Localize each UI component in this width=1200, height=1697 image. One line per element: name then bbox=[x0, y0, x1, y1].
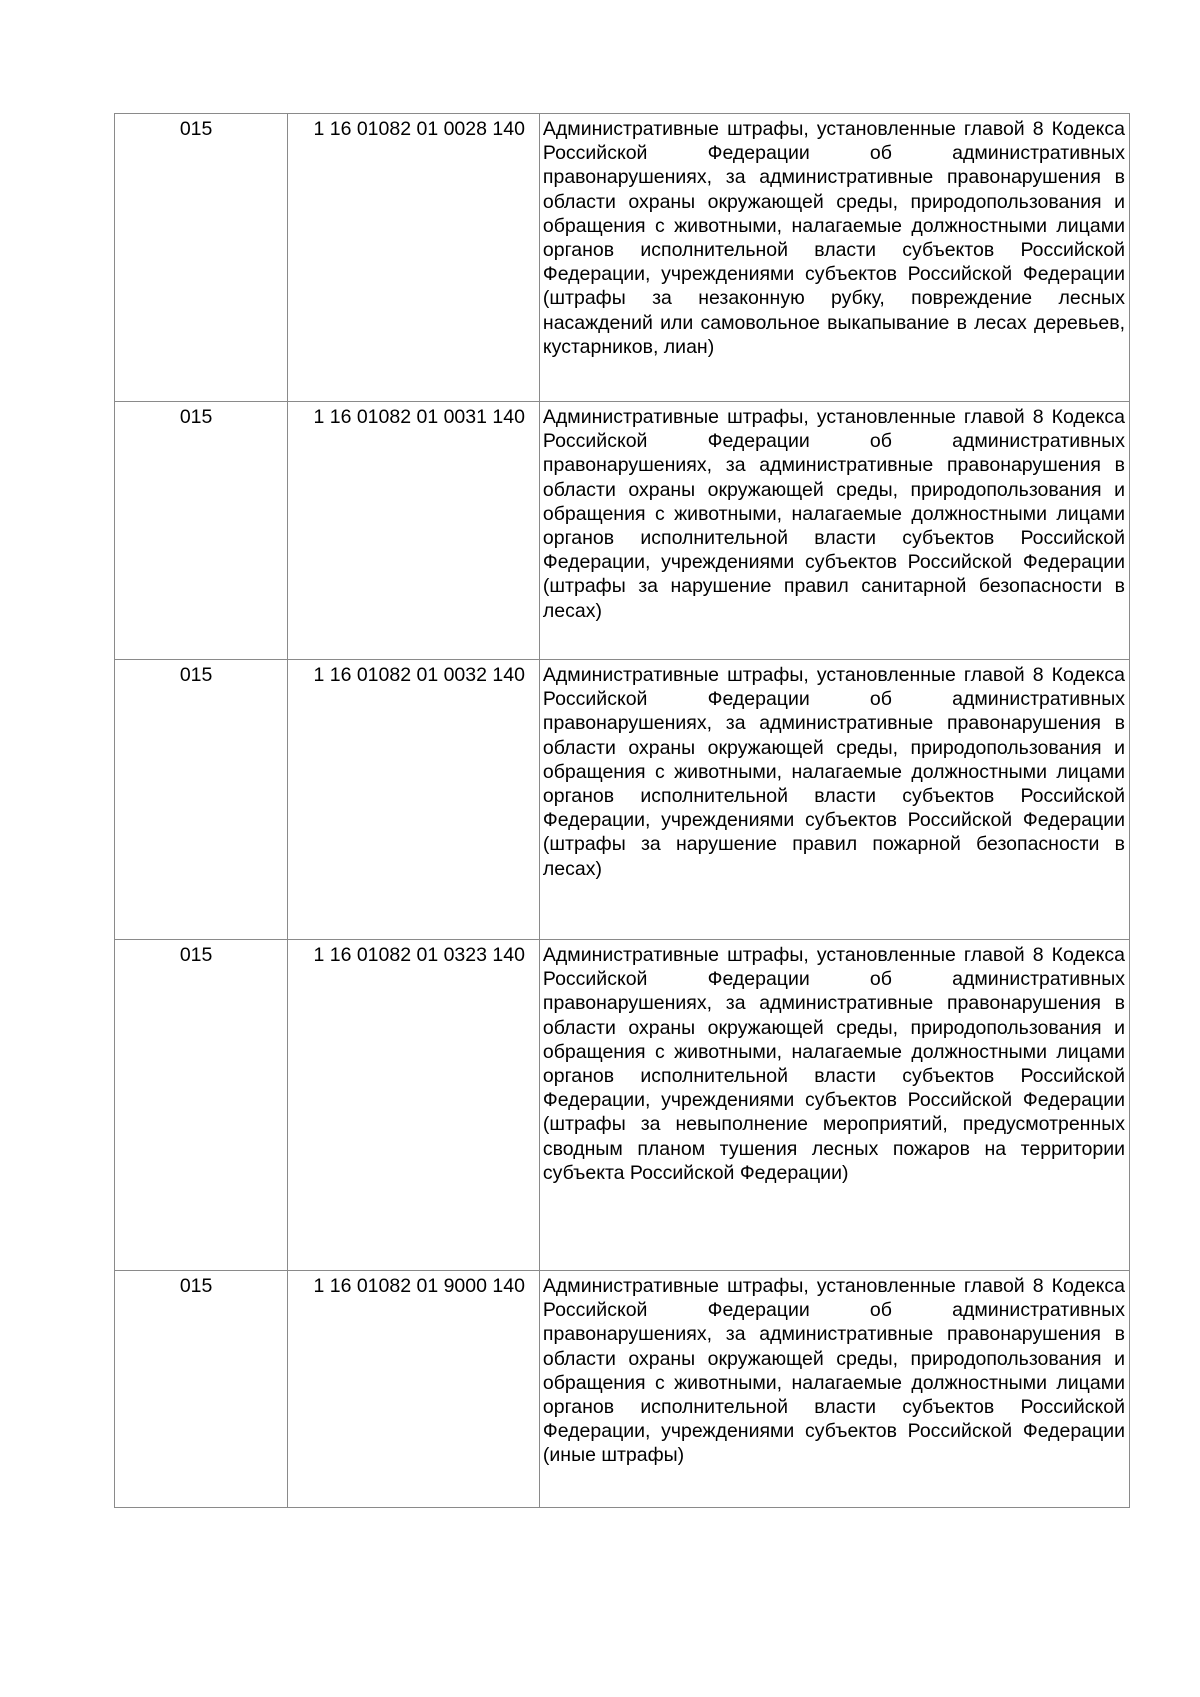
budget-classification-code-cell: 1 16 01082 01 0032 140 bbox=[288, 660, 540, 940]
administrator-code-cell: 015 bbox=[115, 940, 288, 1271]
revenue-description-cell: Административные штрафы, установленные главой 8 Кодекса Российской Федерации об административных правонарушениях, за административные правонарушения в области охраны окружающей среды, природопользования и обращения с животными, налагаемые должностными лицами органов исполнительной власти субъектов Российской Федерации, учреждениями субъектов Российской Федерации (иные штрафы) bbox=[539, 1271, 1129, 1508]
administrator-code-cell: 015 bbox=[115, 114, 288, 402]
table-row bbox=[115, 940, 1130, 1271]
table-row bbox=[115, 660, 1130, 940]
revenue-description-cell: Административные штрафы, установленные главой 8 Кодекса Российской Федерации об административных правонарушениях, за административные правонарушения в области охраны окружающей среды, природопользования и обращения с животными, налагаемые должностными лицами органов исполнительной власти субъектов Российской Федерации, учреждениями субъектов Российской Федерации (штрафы за нарушение правил санитарной безопасности в лесах) bbox=[539, 402, 1129, 660]
revenue-description-cell: Административные штрафы, установленные главой 8 Кодекса Российской Федерации об административных правонарушениях, за административные правонарушения в области охраны окружающей среды, природопользования и обращения с животными, налагаемые должностными лицами органов исполнительной власти субъектов Российской Федерации, учреждениями субъектов Российской Федерации (штрафы за незаконную рубку, повреждение лесных насаждений или самовольное выкапывание в лесах деревьев, кустарников, лиан) bbox=[539, 114, 1129, 402]
table-row bbox=[115, 1271, 1130, 1508]
budget-classification-code-cell: 1 16 01082 01 9000 140 bbox=[288, 1271, 540, 1508]
revenue-description-cell: Административные штрафы, установленные главой 8 Кодекса Российской Федерации об административных правонарушениях, за административные правонарушения в области охраны окружающей среды, природопользования и обращения с животными, налагаемые должностными лицами органов исполнительной власти субъектов Российской Федерации, учреждениями субъектов Российской Федерации (штрафы за невыполнение мероприятий, предусмотренных сводным планом тушения лесных пожаров на территории субъекта Российской Федерации) bbox=[539, 940, 1129, 1271]
budget-codes-table bbox=[114, 113, 1130, 1508]
budget-classification-code-cell: 1 16 01082 01 0323 140 bbox=[288, 940, 540, 1271]
administrator-code-cell: 015 bbox=[115, 402, 288, 660]
table-row bbox=[115, 402, 1130, 660]
table-row bbox=[115, 114, 1130, 402]
budget-classification-code-cell: 1 16 01082 01 0031 140 bbox=[288, 402, 540, 660]
revenue-description-cell: Административные штрафы, установленные главой 8 Кодекса Российской Федерации об административных правонарушениях, за административные правонарушения в области охраны окружающей среды, природопользования и обращения с животными, налагаемые должностными лицами органов исполнительной власти субъектов Российской Федерации, учреждениями субъектов Российской Федерации (штрафы за нарушение правил пожарной безопасности в лесах) bbox=[539, 660, 1129, 940]
budget-classification-code-cell: 1 16 01082 01 0028 140 bbox=[288, 114, 540, 402]
administrator-code-cell: 015 bbox=[115, 1271, 288, 1508]
administrator-code-cell: 015 bbox=[115, 660, 288, 940]
